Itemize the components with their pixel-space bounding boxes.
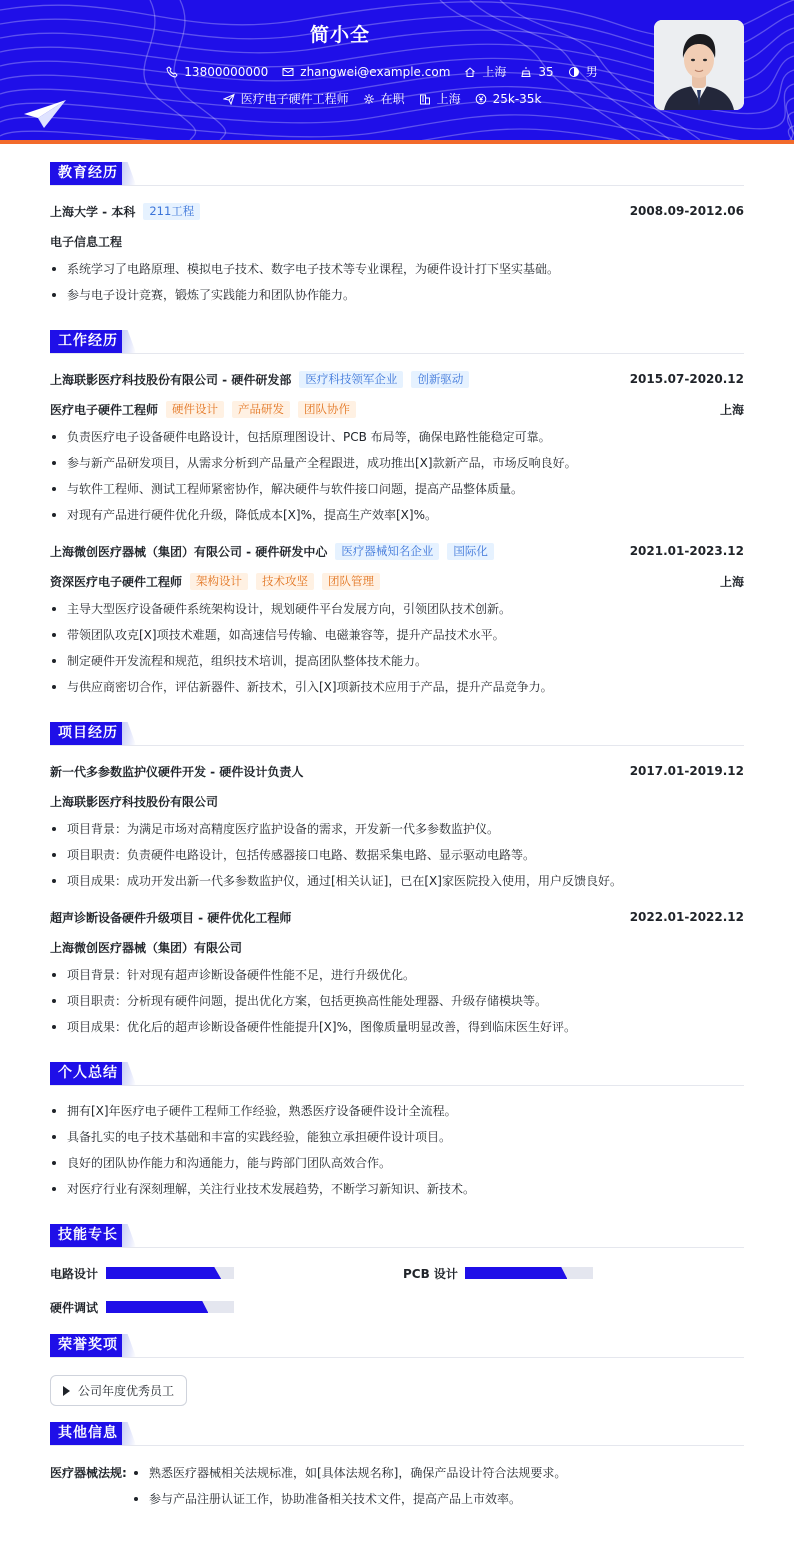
project-bullets <box>50 816 744 894</box>
salary-info <box>475 92 542 106</box>
education-date: 2008.09-2012.06 <box>629 204 744 218</box>
section-title-awards: 荣誉奖项 <box>50 1334 126 1357</box>
skill-bar <box>106 1301 234 1313</box>
project-name: 新一代多参数监护仪硬件开发 - 硬件设计负责人 <box>50 764 304 779</box>
list-item: 项目成果：优化后的超声诊断设备硬件性能提升[X]%，图像质量明显改善，得到临床医生好评。 <box>50 1014 744 1040</box>
skill-name: 硬件调试 <box>50 1300 99 1315</box>
list-item: 熟悉医疗器械相关法规标准，如[具体法规名称]，确保产品设计符合法规要求。 <box>132 1460 566 1486</box>
skill-bar-fill <box>465 1267 567 1279</box>
list-item: 良好的团队协作能力和沟通能力，能与跨部门团队高效合作。 <box>50 1150 744 1176</box>
section-tail <box>122 162 136 185</box>
major-name: 电子信息工程 <box>50 234 123 249</box>
section-title-projects: 项目经历 <box>50 722 126 745</box>
list-item: 与供应商密切合作，评估新器件、新技术，引入[X]项新技术应用于产品，提升产品竞争力。 <box>50 674 744 700</box>
job-entry <box>50 368 744 390</box>
role-tag: 团队管理 <box>322 573 380 590</box>
section-tail <box>122 1422 136 1445</box>
city-text: 上海 <box>482 65 507 79</box>
job-location: 上海 <box>719 574 744 589</box>
list-item: 对医疗行业有深刻理解，关注行业技术发展趋势，不断学习新知识、新技术。 <box>50 1176 744 1202</box>
project-entry <box>50 760 744 782</box>
list-item: 项目成果：成功开发出新一代多参数监护仪，通过[相关认证]，已在[X]家医院投入使用，用户反馈良好。 <box>50 868 744 894</box>
project-company: 上海联影医疗科技股份有限公司 <box>50 794 219 809</box>
job-bullets <box>50 424 744 528</box>
summary-bullets <box>50 1098 744 1202</box>
section-title-education: 教育经历 <box>50 162 126 185</box>
skill-item <box>50 1262 403 1284</box>
section-tail <box>122 330 136 353</box>
skill-bar <box>465 1267 593 1279</box>
section-summary <box>50 1062 744 1086</box>
list-item: 项目背景：为满足市场对高精度医疗监护设备的需求，开发新一代多参数监护仪。 <box>50 816 744 842</box>
age-info <box>520 65 553 79</box>
section-title-skills: 技能专长 <box>50 1224 126 1247</box>
other-label: 医疗器械法规: <box>50 1466 127 1480</box>
section-education <box>50 162 744 186</box>
skill-bar-fill <box>106 1267 221 1279</box>
job-location: 上海 <box>719 402 744 417</box>
company-tag: 创新驱动 <box>411 371 469 388</box>
education-bullets <box>50 256 744 308</box>
company-tag: 国际化 <box>447 543 494 560</box>
skill-item <box>50 1296 403 1318</box>
section-title-other: 其他信息 <box>50 1422 126 1445</box>
section-projects <box>50 722 744 746</box>
company-tag: 医疗科技领军企业 <box>299 371 403 388</box>
money-icon <box>475 93 487 105</box>
work-city-text: 上海 <box>436 92 461 106</box>
city-info <box>464 63 506 80</box>
list-item: 系统学习了电路原理、模拟电子技术、数字电子技术等专业课程，为硬件设计打下坚实基础。 <box>50 256 744 282</box>
status-text: 在职 <box>380 92 405 106</box>
job-title-info <box>223 90 349 107</box>
mail-icon <box>282 66 294 78</box>
play-triangle-icon <box>63 1386 70 1396</box>
project-date: 2022.01-2022.12 <box>629 910 744 924</box>
list-item: 项目背景：针对现有超声诊断设备硬件性能不足，进行升级优化。 <box>50 962 744 988</box>
phone-info <box>166 65 268 79</box>
project-name: 超声诊断设备硬件升级项目 - 硬件优化工程师 <box>50 910 292 925</box>
home-icon <box>464 66 476 78</box>
list-item: 对现有产品进行硬件优化升级，降低成本[X]%，提高生产效率[X]%。 <box>50 502 744 528</box>
skill-name: PCB 设计 <box>403 1266 458 1281</box>
other-info-row <box>50 1460 744 1512</box>
age-text: 35 <box>538 64 554 79</box>
list-item: 负责医疗电子设备硬件电路设计，包括原理图设计、PCB 布局等，确保电路性能稳定可靠。 <box>50 424 744 450</box>
status-info <box>363 90 405 107</box>
salary-text: 25k-35k <box>492 91 542 106</box>
section-work <box>50 330 744 354</box>
candidate-name: 简小全 <box>309 24 370 46</box>
section-tail <box>122 1062 136 1085</box>
award-label: 公司年度优秀员工 <box>78 1384 175 1398</box>
job-bullets <box>50 596 744 700</box>
email-info <box>282 65 450 79</box>
section-tail <box>122 722 136 745</box>
list-item: 带领团队攻克[X]项技术难题，如高速信号传输、电磁兼容等，提升产品技术水平。 <box>50 622 744 648</box>
role-row <box>50 570 744 592</box>
list-item: 参与电子设计竞赛，锻炼了实践能力和团队协作能力。 <box>50 282 744 308</box>
section-tail <box>122 1224 136 1247</box>
contact-row <box>0 63 700 80</box>
role-name: 资深医疗电子硬件工程师 <box>50 574 183 589</box>
company-tag: 医疗器械知名企业 <box>335 543 439 560</box>
list-item: 项目职责：负责硬件电路设计，包括传感器接口电路、数据采集电路、显示驱动电路等。 <box>50 842 744 868</box>
section-title-summary: 个人总结 <box>50 1062 126 1085</box>
resume-header <box>0 0 794 140</box>
skill-item <box>403 1262 744 1284</box>
avatar-portrait <box>654 20 744 110</box>
section-awards <box>50 1334 744 1358</box>
role-name: 医疗电子硬件工程师 <box>50 402 159 417</box>
job-date: 2015.07-2020.12 <box>629 372 744 386</box>
list-item: 参与产品注册认证工作，协助准备相关技术文件，提高产品上市效率。 <box>132 1486 566 1512</box>
section-other <box>50 1422 744 1446</box>
building-icon <box>419 93 431 105</box>
skill-bar <box>106 1267 234 1279</box>
send-icon <box>223 93 235 105</box>
gender-info <box>568 63 598 80</box>
email-text: zhangwei@example.com <box>300 64 451 79</box>
project-date: 2017.01-2019.12 <box>629 764 744 778</box>
list-item: 制定硬件开发流程和规范，组织技术培训，提高团队整体技术能力。 <box>50 648 744 674</box>
education-entry <box>50 200 744 222</box>
gender-icon <box>568 66 580 78</box>
skills-grid <box>50 1262 744 1318</box>
company-name: 上海微创医疗器械（集团）有限公司 - 硬件研发中心 <box>50 544 328 559</box>
section-skills <box>50 1224 744 1248</box>
skill-bar-fill <box>106 1301 208 1313</box>
phone-icon <box>166 66 178 78</box>
section-title-work: 工作经历 <box>50 330 126 353</box>
project-company: 上海微创医疗器械（集团）有限公司 <box>50 940 243 955</box>
award-item[interactable] <box>50 1375 187 1406</box>
role-tag: 产品研发 <box>232 401 290 418</box>
project-company-row <box>50 790 744 812</box>
project-bullets <box>50 962 744 1040</box>
job-date: 2021.01-2023.12 <box>629 544 744 558</box>
list-item: 具备扎实的电子技术基础和丰富的实践经验，能独立承担硬件设计项目。 <box>50 1124 744 1150</box>
other-bullets <box>132 1460 566 1512</box>
company-name: 上海联影医疗科技股份有限公司 - 硬件研发部 <box>50 372 292 387</box>
role-tag: 团队协作 <box>298 401 356 418</box>
list-item: 参与新产品研发项目，从需求分析到产品量产全程跟进，成功推出[X]款新产品，市场反响良好。 <box>50 450 744 476</box>
job-entry <box>50 540 744 562</box>
resume-body <box>50 144 744 1512</box>
project-entry <box>50 906 744 928</box>
avatar <box>654 20 744 110</box>
school-tag: 211工程 <box>143 203 200 220</box>
list-item: 主导大型医疗设备硬件系统架构设计，规划硬件平台发展方向，引领团队技术创新。 <box>50 596 744 622</box>
project-company-row <box>50 936 744 958</box>
list-item: 与软件工程师、测试工程师紧密协作，解决硬件与软件接口问题，提高产品整体质量。 <box>50 476 744 502</box>
role-row <box>50 398 744 420</box>
section-tail <box>122 1334 136 1357</box>
skill-name: 电路设计 <box>50 1266 99 1281</box>
phone-text: 13800000000 <box>184 64 269 79</box>
job-title-text: 医疗电子硬件工程师 <box>240 92 349 106</box>
list-item: 拥有[X]年医疗电子硬件工程师工作经验，熟悉医疗设备硬件设计全流程。 <box>50 1098 744 1124</box>
work-city-info <box>419 90 461 107</box>
job-row <box>0 90 700 107</box>
role-tag: 架构设计 <box>190 573 248 590</box>
status-gear-icon <box>363 93 375 105</box>
school-name: 上海大学 - 本科 <box>50 204 136 219</box>
major-row <box>50 230 744 252</box>
role-tag: 硬件设计 <box>166 401 224 418</box>
gender-text: 男 <box>585 65 598 79</box>
age-icon <box>520 66 532 78</box>
role-tag: 技术攻坚 <box>256 573 314 590</box>
list-item: 项目职责：分析现有硬件问题，提出优化方案，包括更换高性能处理器、升级存储模块等。 <box>50 988 744 1014</box>
